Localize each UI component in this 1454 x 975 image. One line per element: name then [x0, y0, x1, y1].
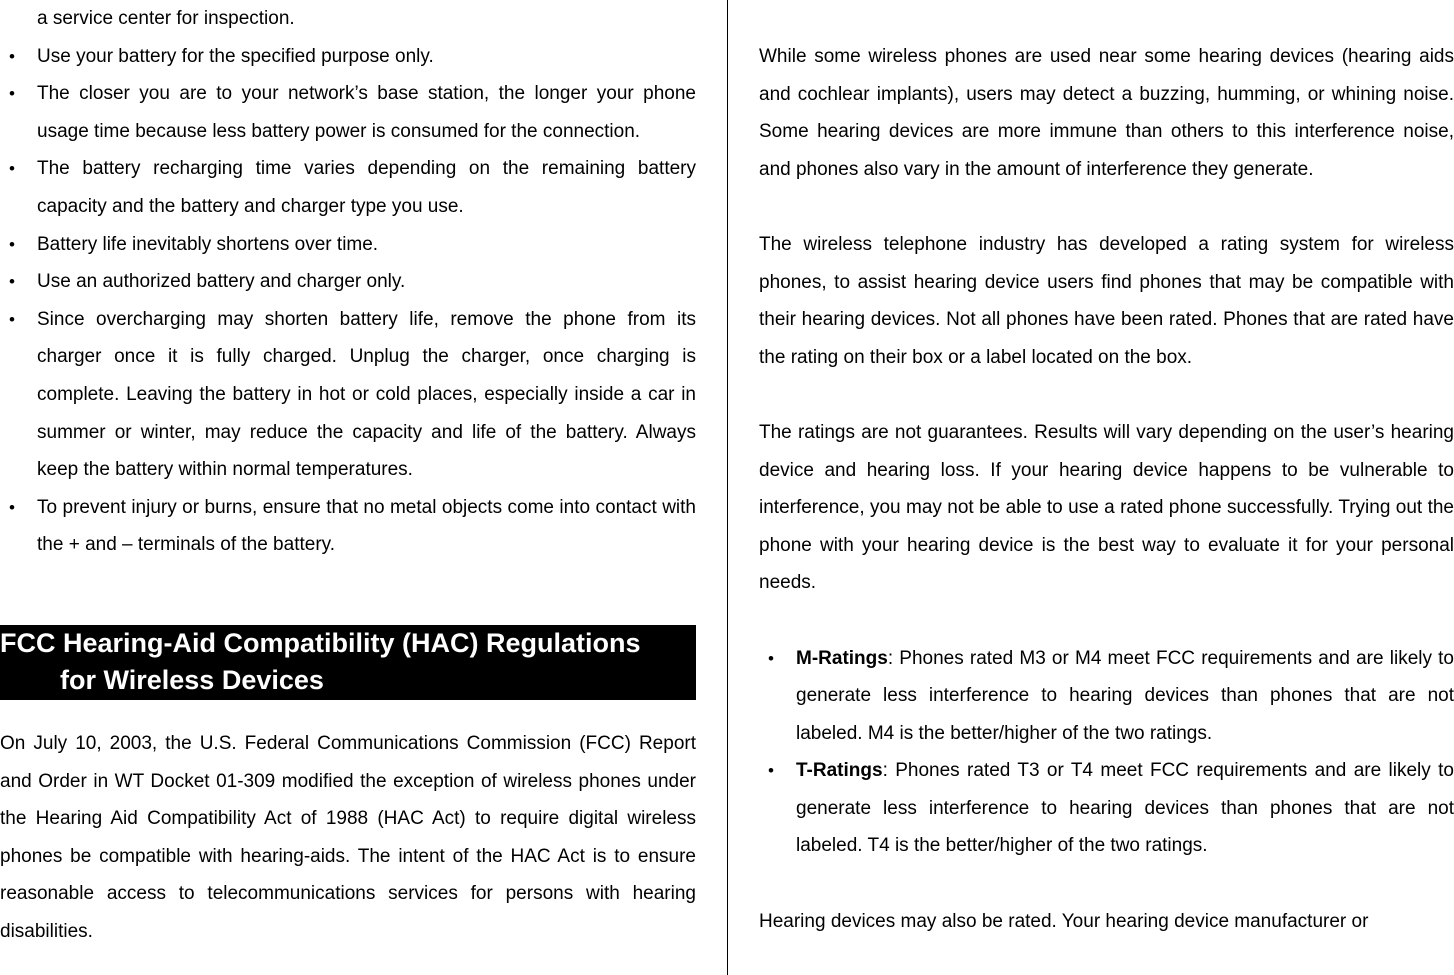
rating-term: M-Ratings [796, 647, 888, 669]
rating-term: T-Ratings [796, 760, 883, 782]
bullet-icon: • [768, 761, 774, 781]
rating-system-paragraph: The wireless telephone industry has developed a rating system for wireless phones, to assist hearing device users find phones that may be compatible with their hearing devices. Not all phones have been rated. Phones that are rated have the rating on their box or a label located on the box. [759, 233, 1454, 368]
section-heading [0, 625, 696, 700]
bullet-item: • To prevent injury or burns, ensure that no metal objects come into contact with the + and – terminals of the battery. [0, 489, 696, 564]
bullet-icon: • [9, 497, 15, 517]
bullet-icon: • [9, 272, 15, 292]
paragraph-gap [759, 188, 1454, 226]
left-column [0, 0, 696, 564]
heading-line-2: for Wireless Devices [60, 665, 324, 695]
paragraph-gap [759, 602, 1454, 640]
left-column-lower [0, 725, 696, 951]
paragraph-gap [759, 376, 1454, 414]
bullet-item: • The battery recharging time varies depending on the remaining battery capacity and the battery and charger type you use. [0, 150, 696, 225]
continuation-text: a service center for inspection. [37, 8, 295, 29]
battery-bullet-list [0, 38, 696, 564]
hac-paragraph: On July 10, 2003, the U.S. Federal Communications Commission (FCC) Report and Order in WT Docket 01-309 modified the exception of wireless phones under the Hearing Aid Compatibility Act of 1988 (HAC Act) to require digital wireless phones be compatible with hearing-aids. The intent of the HAC Act is to ensure reasonable access to telecommunications services for persons with hearing disabilities. [0, 733, 696, 942]
bullet-icon: • [768, 648, 774, 668]
bullet-icon: • [9, 309, 15, 329]
bullet-icon: • [9, 234, 15, 254]
bullet-item: • Use an authorized battery and charger only. [0, 263, 696, 301]
rating-text: : Phones rated M3 or M4 meet FCC requirements and are likely to generate less interference to hearing devices than phones that are not labeled. M4 is the better/higher of the two ratings. [796, 647, 1454, 744]
guarantees-paragraph: The ratings are not guarantees. Results will vary depending on the user’s hearing device and hearing loss. If your hearing device happens to be vulnerable to interference, you may not be able to use a rated phone successfully. Trying out the phone with your hearing device is the best way to evaluate it for your personal needs. [759, 421, 1454, 594]
bullet-icon: • [9, 159, 15, 179]
rating-text: : Phones rated T3 or T4 meet FCC requirements and are likely to generate less interference to hearing devices than phones that are not labeled. T4 is the better/higher of the two ratings. [796, 760, 1454, 857]
ratings-list [759, 640, 1454, 866]
rating-item [759, 640, 1454, 753]
rating-item [759, 752, 1454, 865]
column-divider [727, 0, 728, 975]
right-column [759, 38, 1454, 940]
bullet-icon: • [9, 84, 15, 104]
paragraph-gap [759, 865, 1454, 903]
bullet-item: • Battery life inevitably shortens over time. [0, 226, 696, 264]
interference-paragraph: While some wireless phones are used near some hearing devices (hearing aids and cochlear implants), users may detect a buzzing, humming, or whining noise. Some hearing devices are more immune than others to this interference noise, and phones also vary in the amount of interference they generate. [759, 46, 1454, 180]
bullet-item: • Since overcharging may shorten battery life, remove the phone from its charger once it is fully charged. Unplug the charger, once charging is complete. Leaving the battery in hot or cold places, especially inside a car in summer or winter, may reduce the capacity and life of the battery. Always keep the battery within normal temperatures. [0, 301, 696, 489]
heading-line-1: FCC Hearing-Aid Compatibility (HAC) Regulations [0, 628, 641, 658]
bullet-item: • The closer you are to your network’s base station, the longer your phone usage time because less battery power is consumed for the connection. [0, 75, 696, 150]
bullet-item: • Use your battery for the specified purpose only. [0, 38, 696, 76]
hearing-device-paragraph: Hearing devices may also be rated. Your hearing device manufacturer or [759, 910, 1369, 932]
bullet-icon: • [9, 46, 15, 66]
